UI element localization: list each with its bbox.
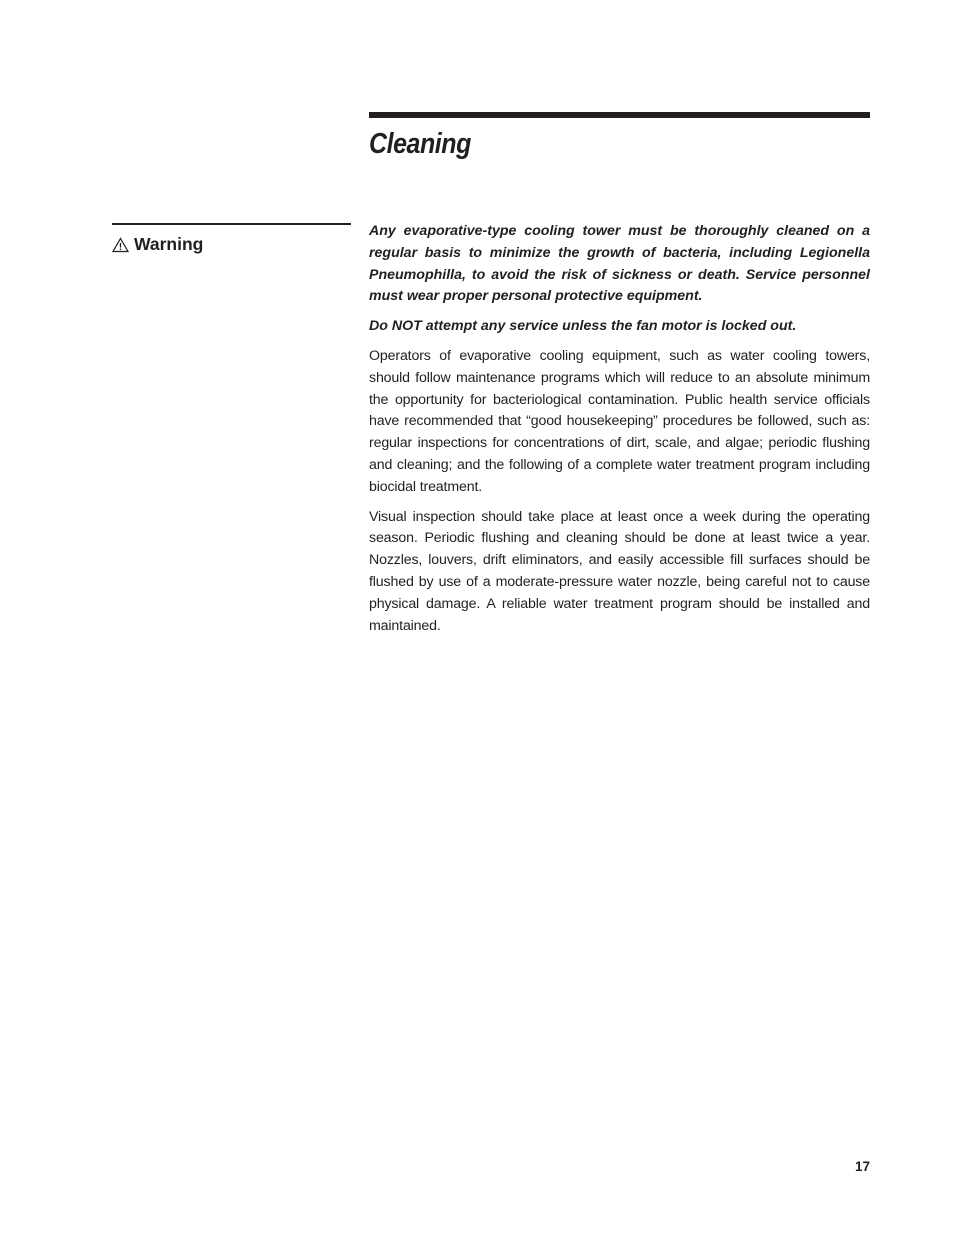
body-paragraph: Visual inspection should take place at least once a week during the operating season. Periodic flushing and cleaning should be done at least twice a year. Nozzles, louvers, drift eliminators, and easily accessible fill surfaces should be flushed by use of a moderate-pressure water nozzle, being careful not to cause physical damage. A reliable water treatment program should be installed and maintained.: [369, 508, 870, 634]
warning-triangle-icon: [112, 237, 129, 253]
warning-text: Any evaporative-type cooling tower must be thoroughly cleaned on a regular basis to minimize the growth of bacteria, including Legionella Pneumophilla, to avoid the risk of sickness or death. Service personnel must wear proper personal protective equipment.: [369, 223, 870, 305]
warning-heading: [112, 234, 203, 255]
warning-label: Warning: [134, 234, 204, 254]
page-number: 17: [854, 1159, 870, 1174]
section-title: Cleaning: [369, 128, 471, 160]
sidebar-rule: [112, 223, 351, 225]
body-paragraph: Operators of evaporative cooling equipment, such as water cooling towers, should follow maintenance programs which will reduce to an absolute minimum the opportunity for bacteriological contamination. Public health service officials have recommended that “good housekeeping” procedures be followed, such as: regular inspections for concentrations of dirt, scale, and algae; periodic flushing and cleaning; and the following of a complete water treatment program including biocidal treatment.: [369, 347, 870, 495]
main-content: [369, 221, 870, 645]
lockout-warning-text: Do NOT attempt any service unless the fan motor is locked out.: [369, 318, 797, 335]
section-top-rule: [369, 112, 870, 118]
